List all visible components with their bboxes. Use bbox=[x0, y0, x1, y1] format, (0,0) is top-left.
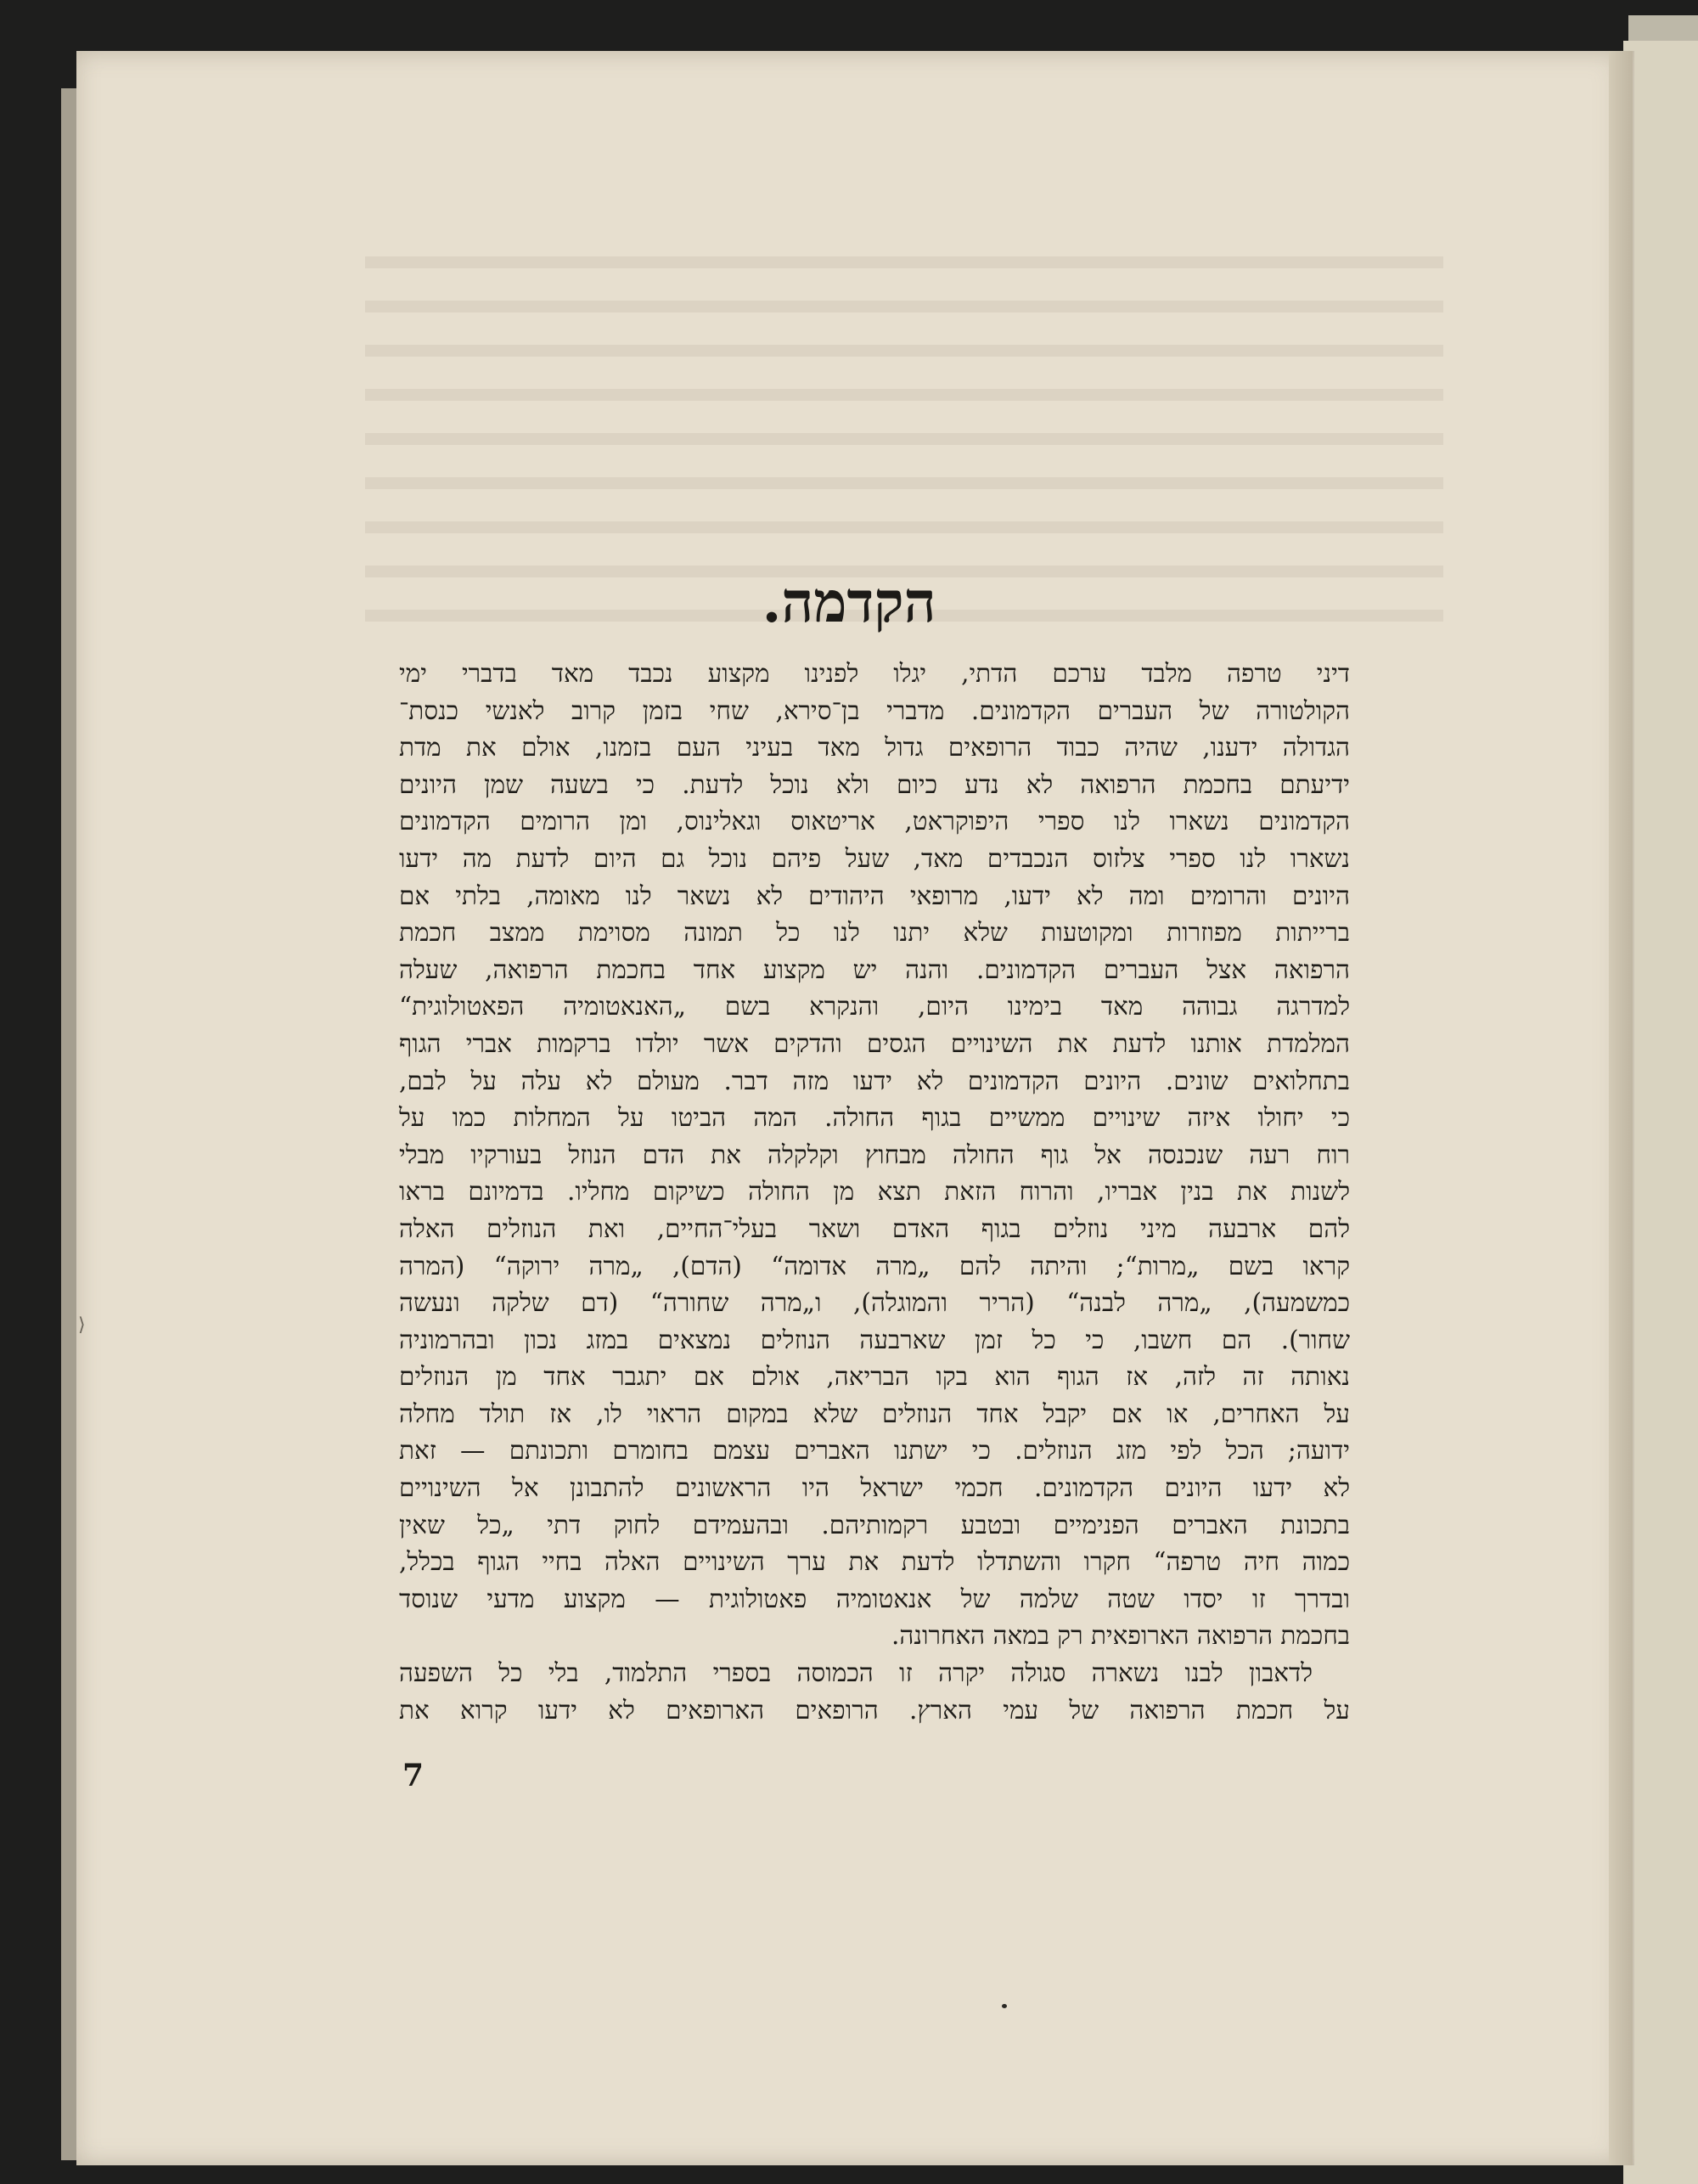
text-line: המלמדת אותנו לדעת את השינויים הגסים והדקים אשר יולדו ברקמות אברי הגוף bbox=[399, 1028, 1350, 1058]
margin-mark: ⟩ bbox=[78, 1314, 86, 1336]
text-line: רוח רעה שנכנסה אל גוף החולה מבחוץ וקלקלה את הדם הנוזל בעורקיו מבלי bbox=[399, 1140, 1350, 1169]
text-line: ובדרך זו יסדו שטה שלמה של אנאטומיה פאטולוגית — מקצוע מדעי שנוסד bbox=[399, 1584, 1350, 1613]
text-line: שחור). הם חשבו, כי כל זמן שארבעה הנוזלים נמצאים במזג נכון ובהרמוניה bbox=[399, 1325, 1350, 1354]
page-title: הקדמה. bbox=[762, 569, 936, 635]
text-line: דיני טרפה מלבד ערכם הדתי, יגלו לפנינו מקצוע נכבד מאד בדברי ימי bbox=[399, 659, 1350, 688]
text-line: קראו בשם „מרות“; והיתה להם „מרה אדומה“ (הדם), „מרה ירוקה“ (המרה bbox=[399, 1251, 1350, 1281]
text-line: נאותה זה לזה, אז הגוף הוא בקו הבריאה, אולם אם יתגבר אחד מן הנוזלים bbox=[399, 1362, 1350, 1392]
text-line: למדרגה גבוהה מאד בימינו היום, והנקרא בשם „האנאטומיה הפאטולוגית“ bbox=[399, 992, 1350, 1022]
text-line: הקדמונים נשארו לנו ספרי היפוקראט, אריטאוס וגאלינוס, ומן הרומים הקדמונים bbox=[399, 807, 1350, 836]
paragraph-2 bbox=[399, 1655, 1350, 1729]
text-line: לדאבון לבנו נשארה סגולה יקרה זו הכמוסה בספרי התלמוד, בלי כל השפעה bbox=[399, 1658, 1313, 1688]
text-line: בתכונת האברים הפנימיים ובטבע רקמותיהם. ובהעמידם לחוק דתי „כל שאין bbox=[399, 1510, 1350, 1539]
page-gutter bbox=[1609, 51, 1633, 2165]
book-cover-inner bbox=[1623, 41, 1698, 2184]
text-line: כי יחולו איזה שינויים ממשיים בגוף החולה. המה הביטו על המחלות כמו על bbox=[399, 1103, 1350, 1133]
text-line: נשארו לנו ספרי צלזוס הנכבדים מאד, שעל פיהם נוכל גם היום לדעת מה ידעו bbox=[399, 843, 1350, 873]
text-line: לא ידעו היונים הקדמונים. חכמי ישראל היו הראשונים להתבונן אל השינויים bbox=[399, 1473, 1350, 1503]
text-line: היונים והרומים ומה לא ידעו, מרופאי היהודים לא נשאר לנו מאומה, בלתי אם bbox=[399, 881, 1350, 910]
text-line: על חכמת הרפואה של עמי הארץ. הרופאים הארופאים לא ידעו קרוא את bbox=[399, 1695, 1350, 1725]
text-line: על האחרים, או אם יקבל אחד הנוזלים שלא במקום הראוי לו, אז תולד מחלה bbox=[399, 1399, 1350, 1428]
text-line: הרפואה אצל העברים הקדמונים. והנה יש מקצוע אחד בחכמת הרפואה, שעלה bbox=[399, 954, 1351, 984]
paragraph-1 bbox=[399, 656, 1350, 1655]
text-line: ברייתות מפוזרות ומקוטעות שלא יתנו לנו כל תמונה מסוימת ממצב חכמת bbox=[399, 918, 1350, 948]
paper-speck bbox=[1002, 2004, 1007, 2008]
text-line: הגדולה ידענו, שהיה כבוד הרופאים גדול מאד בעיני העם בזמנו, אולם את מדת bbox=[399, 733, 1350, 763]
text-line: להם ארבעה מיני נוזלים בגוף האדם ושאר בעלי־החיים, ואת הנוזלים האלה bbox=[399, 1213, 1350, 1243]
body-text bbox=[399, 656, 1350, 1729]
text-line: כמשמעה), „מרה לבנה“ (הריר והמוגלה), ו„מרה שחורה“ (דם שלקה ונעשה bbox=[399, 1288, 1350, 1318]
text-line: הקולטורה של העברים הקדמונים. מדברי בן־סירא, שחי בזמן קרוב לאנשי כנסת־ bbox=[399, 695, 1350, 725]
text-line: לשנות את בנין אבריו, והרוח הזאת תצא מן החולה כשיקום מחליו. בדמיונם בראו bbox=[399, 1177, 1350, 1207]
text-line: בחכמת הרפואה הארופאית רק במאה האחרונה. bbox=[891, 1621, 1350, 1651]
text-line: ידועה; הכל לפי מזג הנוזלים. כי ישתנו האברים עצמם בחומרם ותכונתם — זאת bbox=[399, 1436, 1350, 1466]
text-line: בתחלואים שונים. היונים הקדמונים לא ידעו מזה דבר. מעולם לא עלה על לבם, bbox=[399, 1066, 1350, 1095]
text-line: ידיעתם בחכמת הרפואה לא נדע כיום ולא נוכל לדעת. כי בשעה שמן היונים bbox=[399, 769, 1350, 799]
page-number: 7 bbox=[402, 1758, 424, 1793]
text-line: כמוה חיה טרפה“ חקרו והשתדלו לדעת את ערך השינויים האלה בחיי הגוף בכלל, bbox=[399, 1547, 1350, 1577]
